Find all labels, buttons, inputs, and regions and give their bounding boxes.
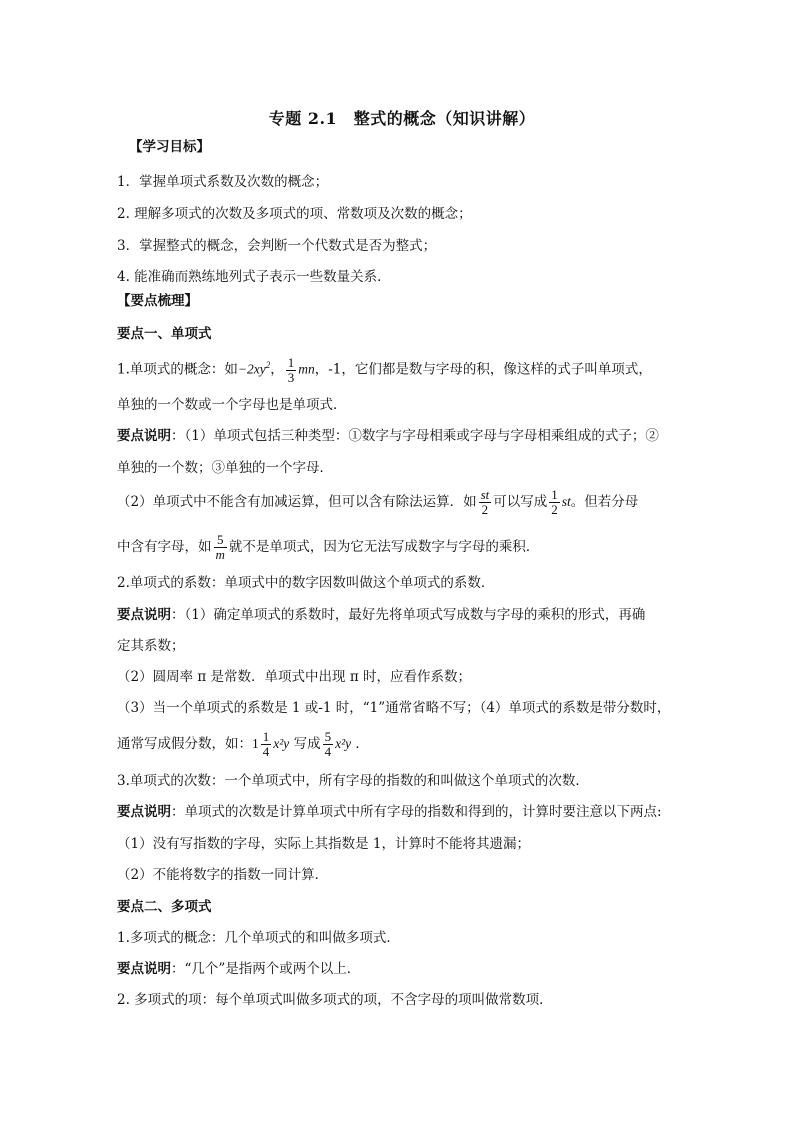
fraction: $\frac{st}{2}$: [480, 487, 490, 517]
goals-heading: 【学习目标】: [129, 139, 210, 155]
fraction: $\frac{1}{3}$: [287, 354, 295, 385]
math-expression: −2xy: [237, 361, 266, 377]
page-title: 专题 2.1 整式的概念（知识讲解）: [268, 109, 536, 128]
note2: （2）单项式中不能含有加减运算，但可以含有除法运算．如 $\frac{st}{2}$ 可以写成 $\frac{1}{2}$ st。但若分母: [117, 487, 639, 517]
goal-item-4: 4. 能准确而熟练地列式子表示一些数量关系．: [117, 269, 391, 285]
section1-heading: 要点一、单项式: [117, 326, 212, 342]
coefficient-note3-line2: 通常写成假分数，如：1 $\frac{1}{4}$ x²y 写成 $\frac{5}{4}$ x²y ．: [117, 729, 369, 759]
coefficient-definition: 2.单项式的系数：单项式中的数字因数叫做这个单项式的系数．: [117, 575, 495, 591]
degree-definition: 3.单项式的次数：一个单项式中，所有字母的指数的和叫做这个单项式的次数．: [117, 773, 589, 789]
fraction: $\frac{5}{m}$: [215, 532, 225, 562]
note2-line2: 中含有字母，如 $\frac{5}{m}$ 就不是单项式，因为它无法写成数字与字母的乘积．: [117, 532, 540, 562]
degree-note2: （2）不能将数字的指数一同计算．: [117, 867, 329, 883]
note1: 要点说明：（1）单项式包括三种类型：①数字与字母相乘或字母与字母相乘组成的式子；②: [117, 428, 659, 444]
degree-note1: （1）没有写指数的字母，实际上其指数是 1，计算时不能将其遗漏；: [117, 836, 530, 852]
coefficient-note: 要点说明：（1）确定单项式的系数时，最好先将单项式写成数与字母的乘积的形式，再确: [117, 607, 646, 623]
fraction: $\frac{1}{2}$: [551, 487, 558, 517]
polynomial-definition: 1.多项式的概念：几个单项式的和叫做多项式．: [117, 930, 400, 946]
goal-item-2: 2. 理解多项式的次数及多项式的项、常数项及次数的概念；: [117, 206, 472, 222]
key-points-heading: 【要点梳理】: [117, 293, 198, 309]
monomial-definition: 1.单项式的概念：如$-2xy^2$， $\frac{1}{3}$ mn，-1，它们都是数与字母的积，像这样的式子叫单项式，: [117, 354, 652, 385]
polynomial-terms: 2. 多项式的项：每个单项式叫做多项式的项，不含字母的项叫做常数项．: [117, 992, 553, 1008]
goal-item-3: 3．掌握整式的概念，会判断一个代数式是否为整式；: [117, 238, 437, 254]
degree-note: 要点说明：单项式的次数是计算单项式中所有字母的指数和得到的，计算时要注意以下两点:: [117, 804, 662, 820]
coefficient-note-line2: 定其系数；: [117, 638, 185, 654]
fraction: $\frac{5}{4}$: [324, 729, 332, 759]
coefficient-note2: （2）圆周率 π 是常数．单项式中出现 π 时，应看作系数；: [117, 669, 471, 685]
coefficient-note3: （3）当一个单项式的系数是 1 或-1 时，“1”通常省略不写；（4）单项式的系数是带分数时，: [117, 700, 671, 716]
note1-line2: 单独的一个数；③单独的一个字母．: [117, 460, 333, 476]
polynomial-note: 要点说明：“几个”是指两个或两个以上．: [117, 961, 361, 977]
goal-item-1: 1．掌握单项式系数及次数的概念；: [117, 174, 329, 190]
section2-heading: 要点二、多项式: [117, 899, 212, 915]
monomial-definition-line2: 单独的一个数或一个字母也是单项式．: [117, 397, 347, 413]
fraction: $\frac{1}{4}$: [262, 729, 270, 759]
